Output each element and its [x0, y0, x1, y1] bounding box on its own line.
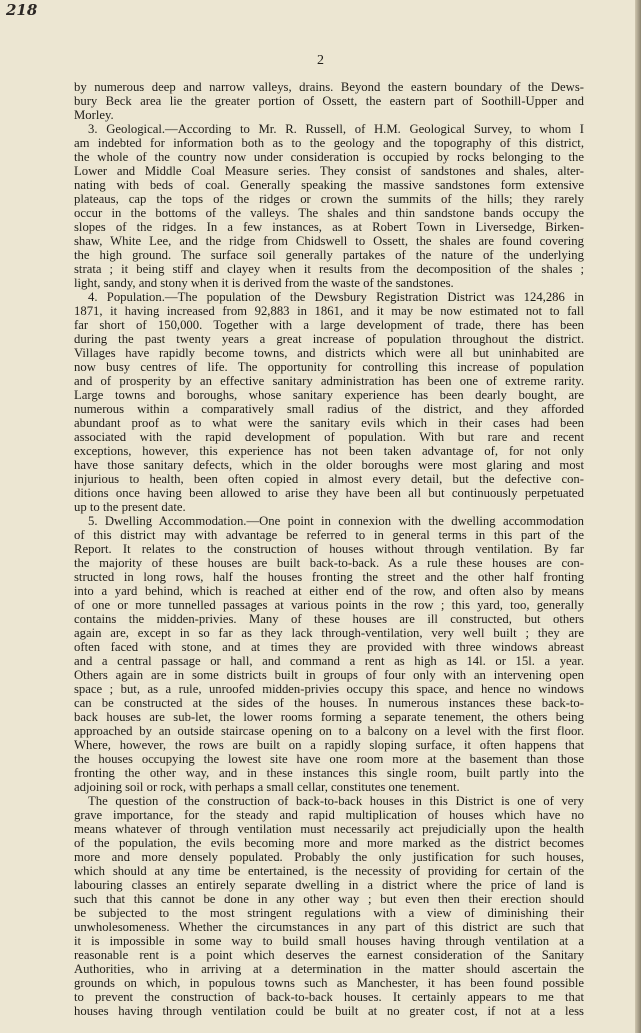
- text-line: associated with the rapid development of population. With but rare and recent: [74, 430, 584, 444]
- text-line: slopes of the ridges. In a few instances, as at Robert Town in Liversedge, Birken-: [74, 220, 584, 234]
- text-line: fronting the other way, and in these instances this single room, built partly into the: [74, 766, 584, 780]
- text-line: 4. Population.—The population of the Dewsbury Registration District was 124,286 in: [88, 290, 584, 304]
- text-line: unwholesomeness. Whether the circumstances in any part of this district are such that: [74, 920, 584, 934]
- text-line: structed in long rows, half the houses fronting the street and the other half fronting: [74, 570, 584, 584]
- page-edge: [635, 0, 641, 1033]
- text-line: strata ; it being stiff and clayey when it results from the decomposition of the shales ;: [74, 262, 584, 276]
- text-line: such that this cannot be done in any other way ; but even then their erection should: [74, 892, 584, 906]
- text-line: far short of 150,000. Together with a large development of trade, there has been: [74, 318, 584, 332]
- text-line: can be constructed at the sides of the houses. In numerous instances these back-to-: [74, 696, 584, 710]
- text-line: and a central passage or hall, and command a rent as high as 14l. or 15l. a year.: [74, 654, 584, 668]
- text-line: Report. It relates to the construction of houses without through ventilation. By far: [74, 542, 584, 556]
- text-line: have those sanitary defects, which in the older boroughs were most glaring and most: [74, 458, 584, 472]
- text-line: of this district may with advantage be referred to in general terms in this part of the: [74, 528, 584, 542]
- text-line: the high ground. The surface soil generally partakes of the nature of the underlying: [74, 248, 584, 262]
- text-line: Villages have rapidly become towns, and districts which were all but uninhabited are: [74, 346, 584, 360]
- text-line: by numerous deep and narrow valleys, drains. Beyond the eastern boundary of the Dews-: [74, 80, 584, 94]
- text-line: approached by an outside staircase opening on to a balcony on a level with the first floor.: [74, 724, 584, 738]
- page-number: 2: [317, 53, 324, 68]
- text-line: 5. Dwelling Accommodation.—One point in connexion with the dwelling accommodation: [88, 514, 584, 528]
- text-line: the whole of the country now under consideration is occupied by rocks belonging to the: [74, 150, 584, 164]
- text-line: houses having through ventilation could be built at no greater cost, if not at a less: [74, 1004, 584, 1018]
- text-line: injurious to health, been often copied in almost every detail, but the defective con-: [74, 472, 584, 486]
- text-line: space ; but, as a rule, unroofed midden-privies occupy this space, and hence no windows: [74, 682, 584, 696]
- text-line: it is impossible in some way to build small houses having through ventilation at a: [74, 934, 584, 948]
- text-line: contains the midden-privies. Many of these houses are ill constructed, but others: [74, 612, 584, 626]
- text-line: abundant proof as to what were the sanitary evils which in their cases had been: [74, 416, 584, 430]
- text-line: Authorities, who in arriving at a determination in the matter should ascertain the: [74, 962, 584, 976]
- text-line: light, sandy, and stony when it is derived from the waste of the sandstones.: [74, 276, 454, 290]
- text-line: am indebted for information both as to the geology and the topography of this district,: [74, 136, 584, 150]
- text-line: numerous within a comparatively small radius of the district, and they afforded: [74, 402, 584, 416]
- text-line: The question of the construction of back-to-back houses in this District is one of very: [88, 794, 584, 808]
- text-line: nating with beds of coal. Generally speaking the massive sandstones form extensive: [74, 178, 584, 192]
- text-line: again are, except in so far as they lack through-ventilation, very well built ; they are: [74, 626, 584, 640]
- text-line: often faced with stone, and at times they are provided with three windows abreast: [74, 640, 584, 654]
- text-line: Lower and Middle Coal Measure series. They consist of sandstones and shales, alter-: [74, 164, 584, 178]
- text-line: up to the present date.: [74, 500, 186, 514]
- text-line: grounds on which, in populous towns such as Manchester, it has been found possible: [74, 976, 584, 990]
- text-line: which should at any time be entertained, is the necessity of providing for certain of the: [74, 864, 584, 878]
- folio-number: 218: [6, 1, 38, 19]
- text-line: labouring classes an entirely separate dwelling in a district where the price of land is: [74, 878, 584, 892]
- text-line: of the population, the evils becoming more and more marked as the district becomes: [74, 836, 584, 850]
- text-line: grave importance, for the steady and rapid multiplication of houses which have no: [74, 808, 584, 822]
- text-line: 1871, it having increased from 92,883 in 1861, and it may be now estimated not to fall: [74, 304, 584, 318]
- text-line: and of prosperity by an effective sanitary administration has been one of extreme rarity.: [74, 374, 584, 388]
- text-line: now busy centres of life. The opportunity for controlling this increase of population: [74, 360, 584, 374]
- text-line: more and more densely populated. Probably the only justification for such houses,: [74, 850, 584, 864]
- text-line: adjoining soil or rock, with perhaps a small cellar, constitutes one tenement.: [74, 780, 460, 794]
- text-line: shaw, White Lee, and the ridge from Chidswell to Ossett, the shales are found covering: [74, 234, 584, 248]
- text-line: ditions once having been allowed to arise they have been all but continuously perpetuated: [74, 486, 584, 500]
- text-line: exceptions, however, this experience has not been taken advantage of, for not only: [74, 444, 584, 458]
- text-line: plateaus, cap the tops of the ridges or crown the summits of the hills; they rarely: [74, 192, 584, 206]
- text-line: of one or more tunnelled passages at various points in the row ; this yard, too, generally: [74, 598, 584, 612]
- text-line: occur in the bottoms of the valleys. The shales and thin sandstone bands occupy the: [74, 206, 584, 220]
- text-line: into a yard behind, which is reached at either end of the row, and often also by means: [74, 584, 584, 598]
- text-line: Others again are in some districts built in groups of four only with an intervening open: [74, 668, 584, 682]
- text-line: the majority of these houses are built back-to-back. As a rule these houses are con-: [74, 556, 584, 570]
- text-line: to prevent the construction of back-to-back houses. It certainly appears to me that: [74, 990, 584, 1004]
- text-line: reasonable rent is a point which deserves the earnest consideration of the Sanitary: [74, 948, 584, 962]
- text-line: bury Beck area lie the greater portion of Ossett, the eastern part of Soothill-Upper and: [74, 94, 584, 108]
- body-text: [74, 80, 584, 1018]
- text-line: be subjected to the most stringent regulations with a view of diminishing their: [74, 906, 584, 920]
- text-line: the houses occupying the lowest site have one room more at the basement than those: [74, 752, 584, 766]
- text-line: Where, however, the rows are built on a rapidly sloping surface, it often happens that: [74, 738, 584, 752]
- text-line: means whatever of through ventilation must necessarily act prejudicially upon the health: [74, 822, 584, 836]
- text-line: back houses are sub-let, the lower rooms forming a separate tenement, the others being: [74, 710, 584, 724]
- text-line: 3. Geological.—According to Mr. R. Russell, of H.M. Geological Survey, to whom I: [88, 122, 584, 136]
- text-line: Large towns and boroughs, whose sanitary experience has been dearly bought, are: [74, 388, 584, 402]
- text-line: Morley.: [74, 108, 114, 122]
- text-line: during the past twenty years a great increase of population throughout the district.: [74, 332, 584, 346]
